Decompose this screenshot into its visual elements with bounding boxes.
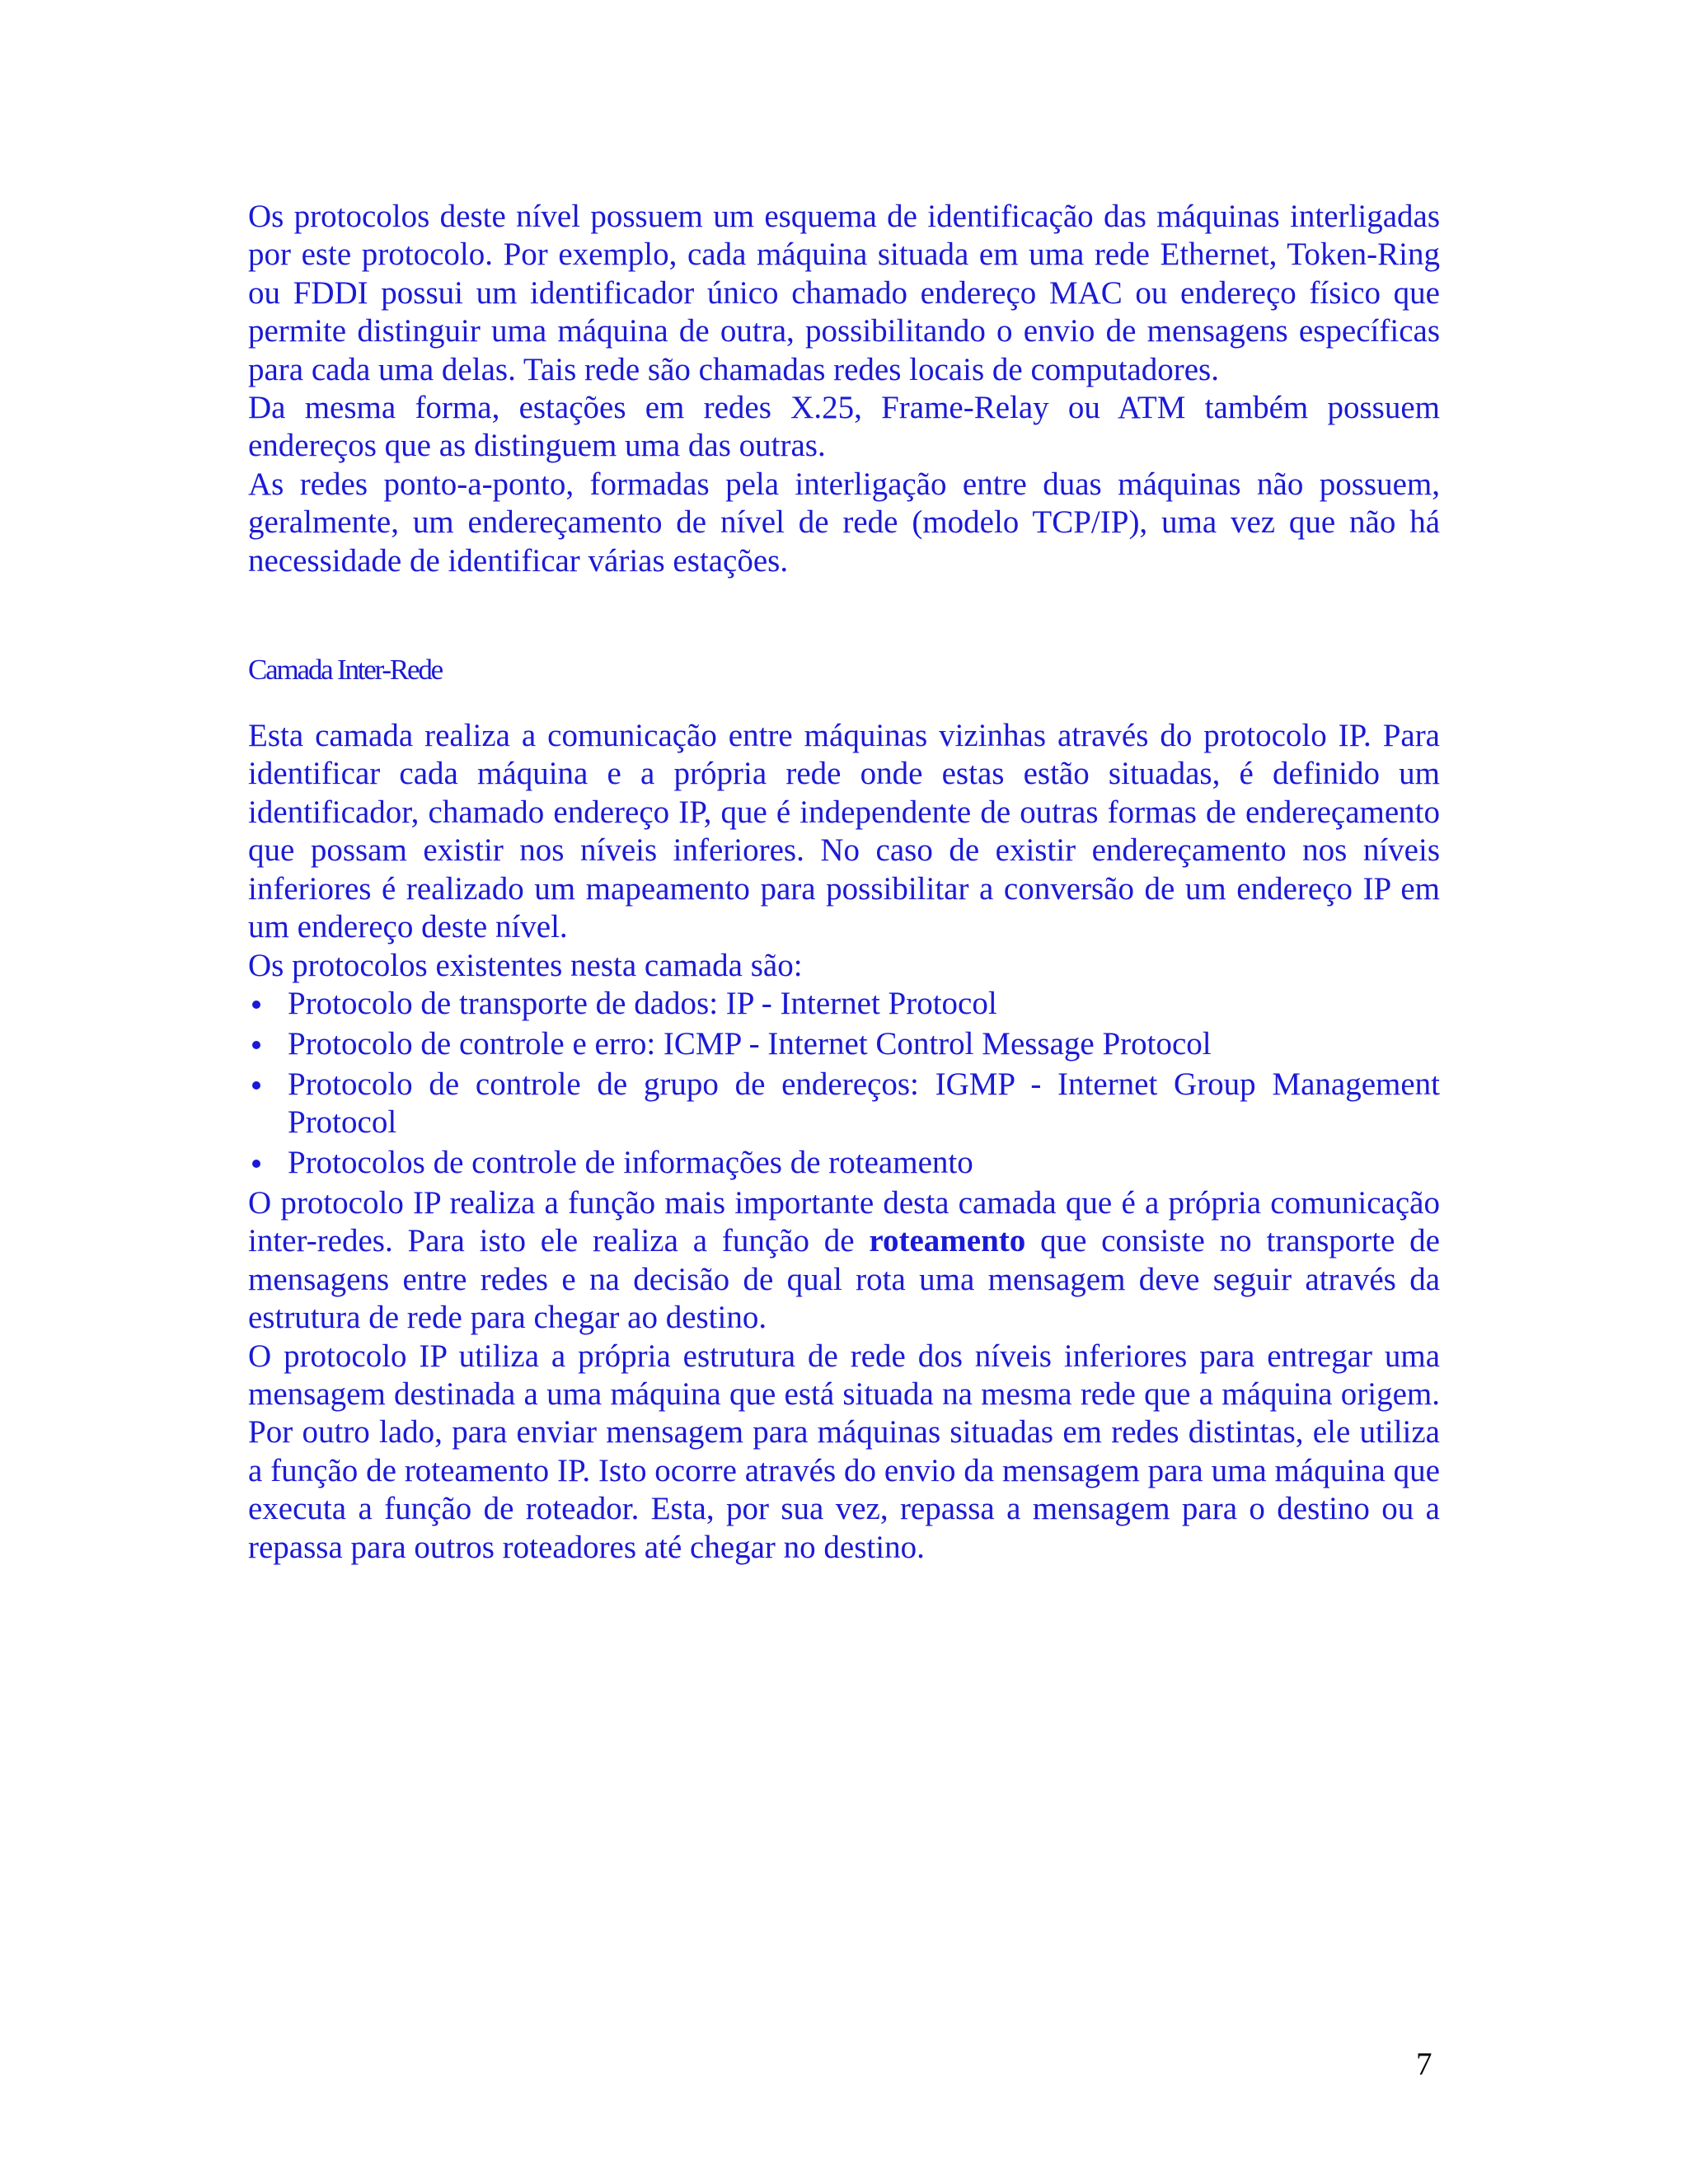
list-item bbox=[248, 1144, 1440, 1182]
section-heading: Camada Inter-Rede bbox=[248, 654, 442, 687]
list-item-text: Protocolo de transporte de dados: IP - Internet Protocol bbox=[288, 985, 997, 1021]
list-item bbox=[248, 1066, 1440, 1142]
routing-text-after: que consiste no transporte de mensagens entre redes e na decisão de qual rota uma mensagem deve seguir através da estrutura de rede para chegar ao destino. bbox=[248, 1223, 1440, 1336]
paragraph-routing bbox=[248, 1184, 1440, 1338]
paragraph-point-to-point: As redes ponto-a-ponto, formadas pela interligação entre duas máquinas não possuem, geralmente, um endereçamento de nível de rede (modelo TCP/IP), uma vez que não há necessidade de identificar várias estações. bbox=[248, 466, 1440, 579]
routing-bold-term: roteamento bbox=[869, 1223, 1026, 1259]
page-content bbox=[248, 198, 1440, 1567]
paragraph-ip-delivery: O protocolo IP utiliza a própria estrutura de rede dos níveis inferiores para entregar uma mensagem destinada a uma máquina que está situada na mesma rede que a máquina origem. Por outro lado, para enviar mensagem para máquinas situadas em redes distintas, ele utiliza a função de roteamento IP. Isto ocorre através do envio da mensagem para uma máquina que executa a função de roteador. Esta, por sua vez, repassa a mensagem para o destino ou a repassa para outros roteadores até chegar no destino. bbox=[248, 1338, 1440, 1565]
list-item-text: Protocolo de controle e erro: ICMP - Internet Control Message Protocol bbox=[288, 1025, 1212, 1062]
protocol-list bbox=[248, 985, 1440, 1183]
list-item bbox=[248, 1025, 1440, 1063]
routing-text-before: O protocolo IP realiza a função mais importante desta camada que é a própria comunicação inter-redes. Para isto ele realiza a função de bbox=[248, 1184, 1440, 1259]
list-item bbox=[248, 985, 1440, 1023]
page-number: 7 bbox=[1416, 2046, 1432, 2082]
paragraph-x25-frame-relay-atm: Da mesma forma, estações em redes X.25, Frame-Relay ou ATM também possuem endereços que as distinguem uma das outras. bbox=[248, 390, 1440, 464]
paragraph-protocols-intro: Os protocolos existentes nesta camada são: bbox=[248, 947, 803, 983]
paragraph-mac-addressing: Os protocolos deste nível possuem um esquema de identificação das máquinas interligadas por este protocolo. Por exemplo, cada máquina situada em uma rede Ethernet, Token-Ring ou FDDI possui um identificador único chamado endereço MAC ou endereço físico que permite distinguir uma máquina de outra, possibilitando o envio de mensagens específicas para cada uma delas. Tais rede são chamadas redes locais de computadores. bbox=[248, 199, 1440, 387]
paragraph-ip-layer-intro: Esta camada realiza a comunicação entre máquinas vizinhas através do protocolo IP. Para identificar cada máquina e a própria rede onde estas estão situadas, é definido um identificador, chamado endereço IP, que é independente de outras formas de endereçamento que possam existir nos níveis inferiores. No caso de existir endereçamento nos níveis inferiores é realizado um mapeamento para possibilitar a conversão de um endereço IP em um endereço deste nível. bbox=[248, 718, 1440, 945]
list-item-text: Protocolo de controle de grupo de endereços: IGMP - Internet Group Management Protocol bbox=[288, 1066, 1440, 1141]
list-item-text: Protocolos de controle de informações de roteamento bbox=[288, 1145, 973, 1181]
